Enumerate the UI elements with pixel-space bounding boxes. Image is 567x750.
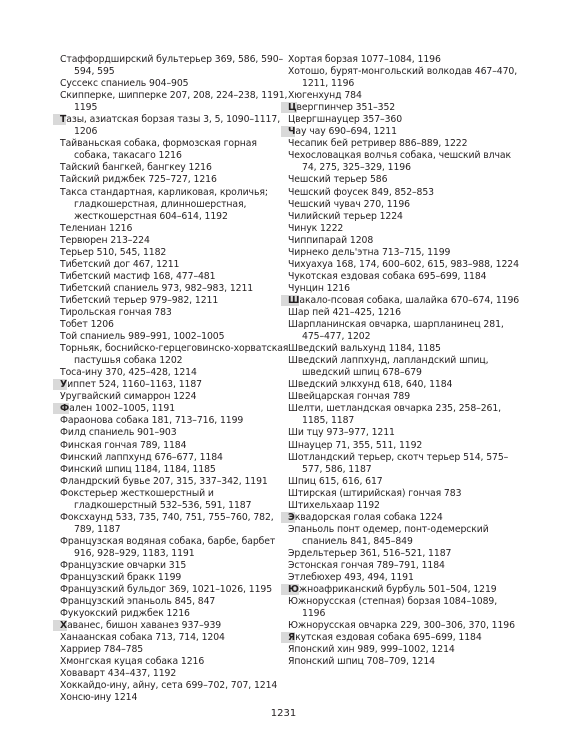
index-entry-text: Эпаньоль понт одемер, понт-одемерский спаниель 841, 845–849 (288, 523, 489, 547)
index-entry (288, 223, 520, 235)
index-entry-text: жноафриканский бурбуль 501–504, 1219 (298, 584, 497, 596)
index-entry-text: Тайваньская собака, формозская горная собака, такасаго 1216 (60, 138, 257, 162)
section-letter: У (53, 379, 67, 390)
index-entry-text: Тирольская гончая 783 (60, 306, 172, 318)
index-entry-text: Чунцин 1216 (288, 282, 350, 294)
index-entry-text: Шелти, шетландская овчарка 235, 258–261, 1185, 1187 (288, 403, 502, 427)
index-entry-text: Торньяк, боснийско-герцеговинско-хорватская пастушья собака 1202 (60, 343, 289, 367)
index-entry (60, 247, 292, 259)
index-entry (60, 319, 292, 331)
index-entry (60, 632, 292, 644)
section-letter: Ц (281, 102, 297, 113)
index-entry-text: Южнорусская (степная) борзая 1084–1089, 1196 (288, 596, 498, 620)
section-letter: Т (53, 114, 66, 125)
index-entry (60, 391, 292, 403)
index-entry-text: Тибетский дог 467, 1211 (60, 258, 180, 270)
index-entry (288, 512, 520, 524)
index-entry (60, 307, 292, 319)
index-entry (288, 572, 520, 584)
index-entry (288, 211, 520, 223)
index-entry-text: Шведский лаппхунд, лапландский шпиц, шведский шпиц 678–679 (288, 355, 489, 379)
index-entry (288, 66, 520, 90)
index-entry (60, 415, 292, 427)
index-entry-text: Уругвайский симаррон 1224 (60, 391, 197, 403)
index-entry-text: Французский эпаньоль 845, 847 (60, 596, 216, 608)
index-entry (288, 452, 520, 476)
index-entry (60, 464, 292, 476)
index-entry-text: Фоксхаунд 533, 735, 740, 751, 755–760, 782, 789, 1187 (60, 511, 274, 535)
section-letter: Э (281, 512, 295, 523)
index-entry-text: Чешский фоусек 849, 852–853 (288, 186, 435, 198)
index-entry (60, 331, 292, 343)
index-entry (288, 343, 520, 355)
index-entry (288, 548, 520, 560)
index-entry-text: Тобет 1206 (60, 319, 114, 331)
index-entry-text: Тоса-ину 370, 425–428, 1214 (60, 367, 197, 379)
index-entry (288, 584, 520, 596)
index-entry-text: Цвергшнауцер 357–360 (288, 114, 403, 126)
index-entry (288, 488, 520, 500)
index-entry-text: Французский бульдог 369, 1021–1026, 1195 (60, 584, 273, 596)
index-entry-text: Хонсю-ину 1214 (60, 692, 138, 704)
index-entry-text: Ши тцу 973–977, 1211 (288, 427, 395, 439)
index-entry (288, 391, 520, 403)
index-entry-text: аванес, бишон хаванез 937–939 (67, 620, 222, 632)
index-entry-text: Чихуахуа 168, 174, 600–602, 615, 983–988, 1224 (288, 258, 519, 270)
index-entry (288, 355, 520, 379)
index-entry (288, 476, 520, 488)
index-entry (60, 488, 292, 512)
index-entry-text: Фараонова собака 181, 713–716, 1199 (60, 415, 244, 427)
index-entry-text: Тайский бангкей, бангкеу 1216 (60, 162, 212, 174)
index-entry-text: Финский шпиц 1184, 1184, 1185 (60, 463, 216, 475)
index-entry (60, 572, 292, 584)
index-entry (288, 247, 520, 259)
index-entry-text: Тервюрен 213–224 (60, 234, 150, 246)
index-column-left (60, 54, 292, 705)
index-entry-text: Фландрский бувье 207, 315, 337–342, 1191 (60, 475, 268, 487)
index-entry (288, 114, 520, 126)
index-entry (288, 199, 520, 211)
index-entry-text: Южнорусская овчарка 229, 300–306, 370, 1196 (288, 620, 515, 632)
section-letter: Ч (281, 126, 295, 137)
index-entry-text: Хотошо, бурят-монгольский волкодав 467–470, 1211, 1196 (288, 66, 518, 90)
index-entry-text: Шнауцер 71, 355, 511, 1192 (288, 439, 423, 451)
index-entry-text: Финский лаппхунд 676–677, 1184 (60, 451, 223, 463)
index-entry-text: Хортая борзая 1077–1084, 1196 (288, 54, 441, 65)
index-entry (60, 78, 292, 90)
index-entry (288, 283, 520, 295)
index-entry-text: Скипперке, шипперке 207, 208, 224–238, 1191, 1195 (60, 90, 288, 114)
index-entry (288, 560, 520, 572)
index-entry-text: Ховаварт 434–437, 1192 (60, 668, 177, 680)
index-entry-text: Той спаниель 989–991, 1002–1005 (60, 331, 225, 343)
index-entry (60, 644, 292, 656)
index-entry (60, 162, 292, 174)
index-entry (288, 427, 520, 439)
index-entry-text: Чешский чувач 270, 1196 (288, 198, 411, 210)
index-entry-text: Чилийский терьер 1224 (288, 210, 403, 222)
index-entry-text: Французские овчарки 315 (60, 559, 187, 571)
index-entry (288, 620, 520, 632)
index-entry-text: Тибетский терьер 979–982, 1211 (60, 294, 219, 306)
index-entry-text: иппет 524, 1160–1163, 1187 (67, 379, 202, 391)
index-entry-text: ален 1002–1005, 1191 (69, 403, 176, 415)
index-entry (288, 644, 520, 656)
index-entry (60, 476, 292, 488)
index-entry (60, 187, 292, 223)
index-entry-text: акало-псовая собака, шалайка 670–674, 1196 (299, 294, 520, 306)
index-entry (288, 259, 520, 271)
index-entry-text: Чешский терьер 586 (288, 174, 388, 186)
section-letter: Ю (281, 584, 299, 595)
index-entry-text: азы, азиатская борзая тазы 3, 5, 1090–1117, 1206 (66, 114, 281, 138)
index-entry-text: Шведский элкхунд 618, 640, 1184 (288, 379, 453, 391)
index-entry-text: Чирнеко дель'этна 713–715, 1199 (288, 246, 451, 258)
index-entry (288, 319, 520, 343)
index-entry (60, 427, 292, 439)
index-entry-text: Хоккайдо-ину, айну, сета 699–702, 707, 1214 (60, 680, 278, 692)
index-entry-text: вергпинчер 351–352 (296, 102, 396, 114)
index-entry-text: Эстонская гончая 789–791, 1184 (288, 559, 445, 571)
index-entry (60, 680, 292, 692)
page-number: 1231 (270, 708, 297, 719)
index-entry-text: Чесапик бей ретривер 886–889, 1222 (288, 138, 468, 150)
index-entry-text: Эрдельтерьер 361, 516–521, 1187 (288, 547, 452, 559)
index-entry (288, 138, 520, 150)
index-entry-text: Филд спаниель 901–903 (60, 427, 177, 439)
index-entry (60, 560, 292, 572)
section-letter: Я (281, 632, 295, 643)
index-entry-text: Шарпланинская овчарка, шарпланинец 281, 475–477, 1202 (288, 319, 504, 343)
index-entry-text: Тибетский спаниель 973, 982–983, 1211 (60, 282, 254, 294)
index-entry-text: Финская гончая 789, 1184 (60, 439, 187, 451)
index-entry (288, 150, 520, 174)
index-entry (288, 174, 520, 186)
index-entry-text: Чукотская ездовая собака 695–699, 1184 (288, 270, 487, 282)
index-entry (288, 54, 520, 66)
index-entry (60, 692, 292, 704)
index-entry (60, 174, 292, 186)
index-entry (60, 90, 292, 114)
index-entry-text: Этлебюхер 493, 494, 1191 (288, 572, 414, 584)
index-entry-text: Фокстерьер жесткошерстный и гладкошерстный 532–536, 591, 1187 (60, 487, 252, 511)
index-entry (60, 138, 292, 162)
index-entry-text: Тибетский мастиф 168, 477–481 (60, 270, 216, 282)
index-entry-text: Хмонгская куцая собака 1216 (60, 656, 205, 668)
index-entry (288, 102, 520, 114)
index-entry (288, 90, 520, 102)
index-entry-text: Швейцарская гончая 789 (288, 391, 411, 403)
index-column-right (288, 54, 520, 668)
index-entry-text: ау чау 690–694, 1211 (295, 126, 397, 138)
index-entry (60, 452, 292, 464)
index-entry-text: Штирская (штирийская) гончая 783 (288, 487, 462, 499)
index-entry-text: Суссекс спаниель 904–905 (60, 78, 189, 90)
index-entry (288, 235, 520, 247)
index-entry (288, 524, 520, 548)
index-entry (60, 223, 292, 235)
index-entry-text: Шпиц 615, 616, 617 (288, 475, 383, 487)
index-entry-text: Хюгенхунд 784 (288, 90, 362, 102)
index-entry-text: Харриер 784–785 (60, 644, 144, 656)
index-entry-text: Чинук 1222 (288, 222, 344, 234)
index-entry (60, 54, 292, 78)
index-entry (60, 343, 292, 367)
index-entry-text: Французский бракк 1199 (60, 572, 182, 584)
index-entry (60, 584, 292, 596)
index-entry (60, 620, 292, 632)
index-entry-text: Тайский риджбек 725–727, 1216 (60, 174, 217, 186)
index-entry (60, 440, 292, 452)
index-entry (60, 379, 292, 391)
index-entry (60, 271, 292, 283)
index-entry (288, 403, 520, 427)
index-entry (288, 295, 520, 307)
index-entry (60, 668, 292, 680)
index-entry-text: Японский шпиц 708–709, 1214 (288, 656, 435, 668)
index-entry-text: Шар пей 421–425, 1216 (288, 306, 401, 318)
index-entry (60, 512, 292, 536)
index-entry (60, 283, 292, 295)
index-entry (288, 632, 520, 644)
index-entry-text: Штихельхаар 1192 (288, 499, 380, 511)
section-letter: Ф (53, 403, 69, 414)
index-entry (288, 596, 520, 620)
index-entry-text: Ханаанская собака 713, 714, 1204 (60, 632, 225, 644)
index-entry (60, 596, 292, 608)
index-entry (288, 379, 520, 391)
index-entry-text: квадорская голая собака 1224 (294, 511, 443, 523)
index-entry (288, 656, 520, 668)
index-entry-text: Телениан 1216 (60, 222, 133, 234)
index-entry-text: Французская водяная собака, барбе, барбет 916, 928–929, 1183, 1191 (60, 535, 276, 559)
index-entry (60, 536, 292, 560)
index-entry-text: Чиппипарай 1208 (288, 234, 374, 246)
index-entry (60, 259, 292, 271)
index-entry (288, 187, 520, 199)
index-entry-text: Такса стандартная, карликовая, кроличья; гладкошерстная, длинношерстная, жесткошерстная 604–614, 1192 (60, 186, 268, 222)
index-entry-text: Стаффордширский бультерьер 369, 586, 590–594, 595 (60, 54, 284, 78)
index-entry (288, 271, 520, 283)
index-entry (60, 367, 292, 379)
index-entry (60, 114, 292, 138)
index-entry (60, 608, 292, 620)
index-entry (288, 500, 520, 512)
index-entry (60, 403, 292, 415)
index-entry (60, 295, 292, 307)
index-entry-text: Шведский вальхунд 1184, 1185 (288, 343, 441, 355)
index-entry (288, 307, 520, 319)
index-entry (60, 235, 292, 247)
index-entry (288, 440, 520, 452)
index-entry-text: Терьер 510, 545, 1182 (60, 246, 167, 258)
index-entry (60, 656, 292, 668)
index-entry (288, 126, 520, 138)
index-entry-text: Шотландский терьер, скотч терьер 514, 575–577, 586, 1187 (288, 451, 509, 475)
index-entry-text: Фукуокский риджбек 1216 (60, 608, 190, 620)
section-letter: Х (53, 620, 67, 631)
index-entry-text: Чехословацкая волчья собака, чешский влчак 74, 275, 325–329, 1196 (288, 150, 511, 174)
section-letter: Ш (281, 295, 299, 306)
index-entry-text: Японский хин 989, 999–1002, 1214 (288, 644, 455, 656)
index-entry-text: кутская ездовая собака 695–699, 1184 (295, 632, 482, 644)
